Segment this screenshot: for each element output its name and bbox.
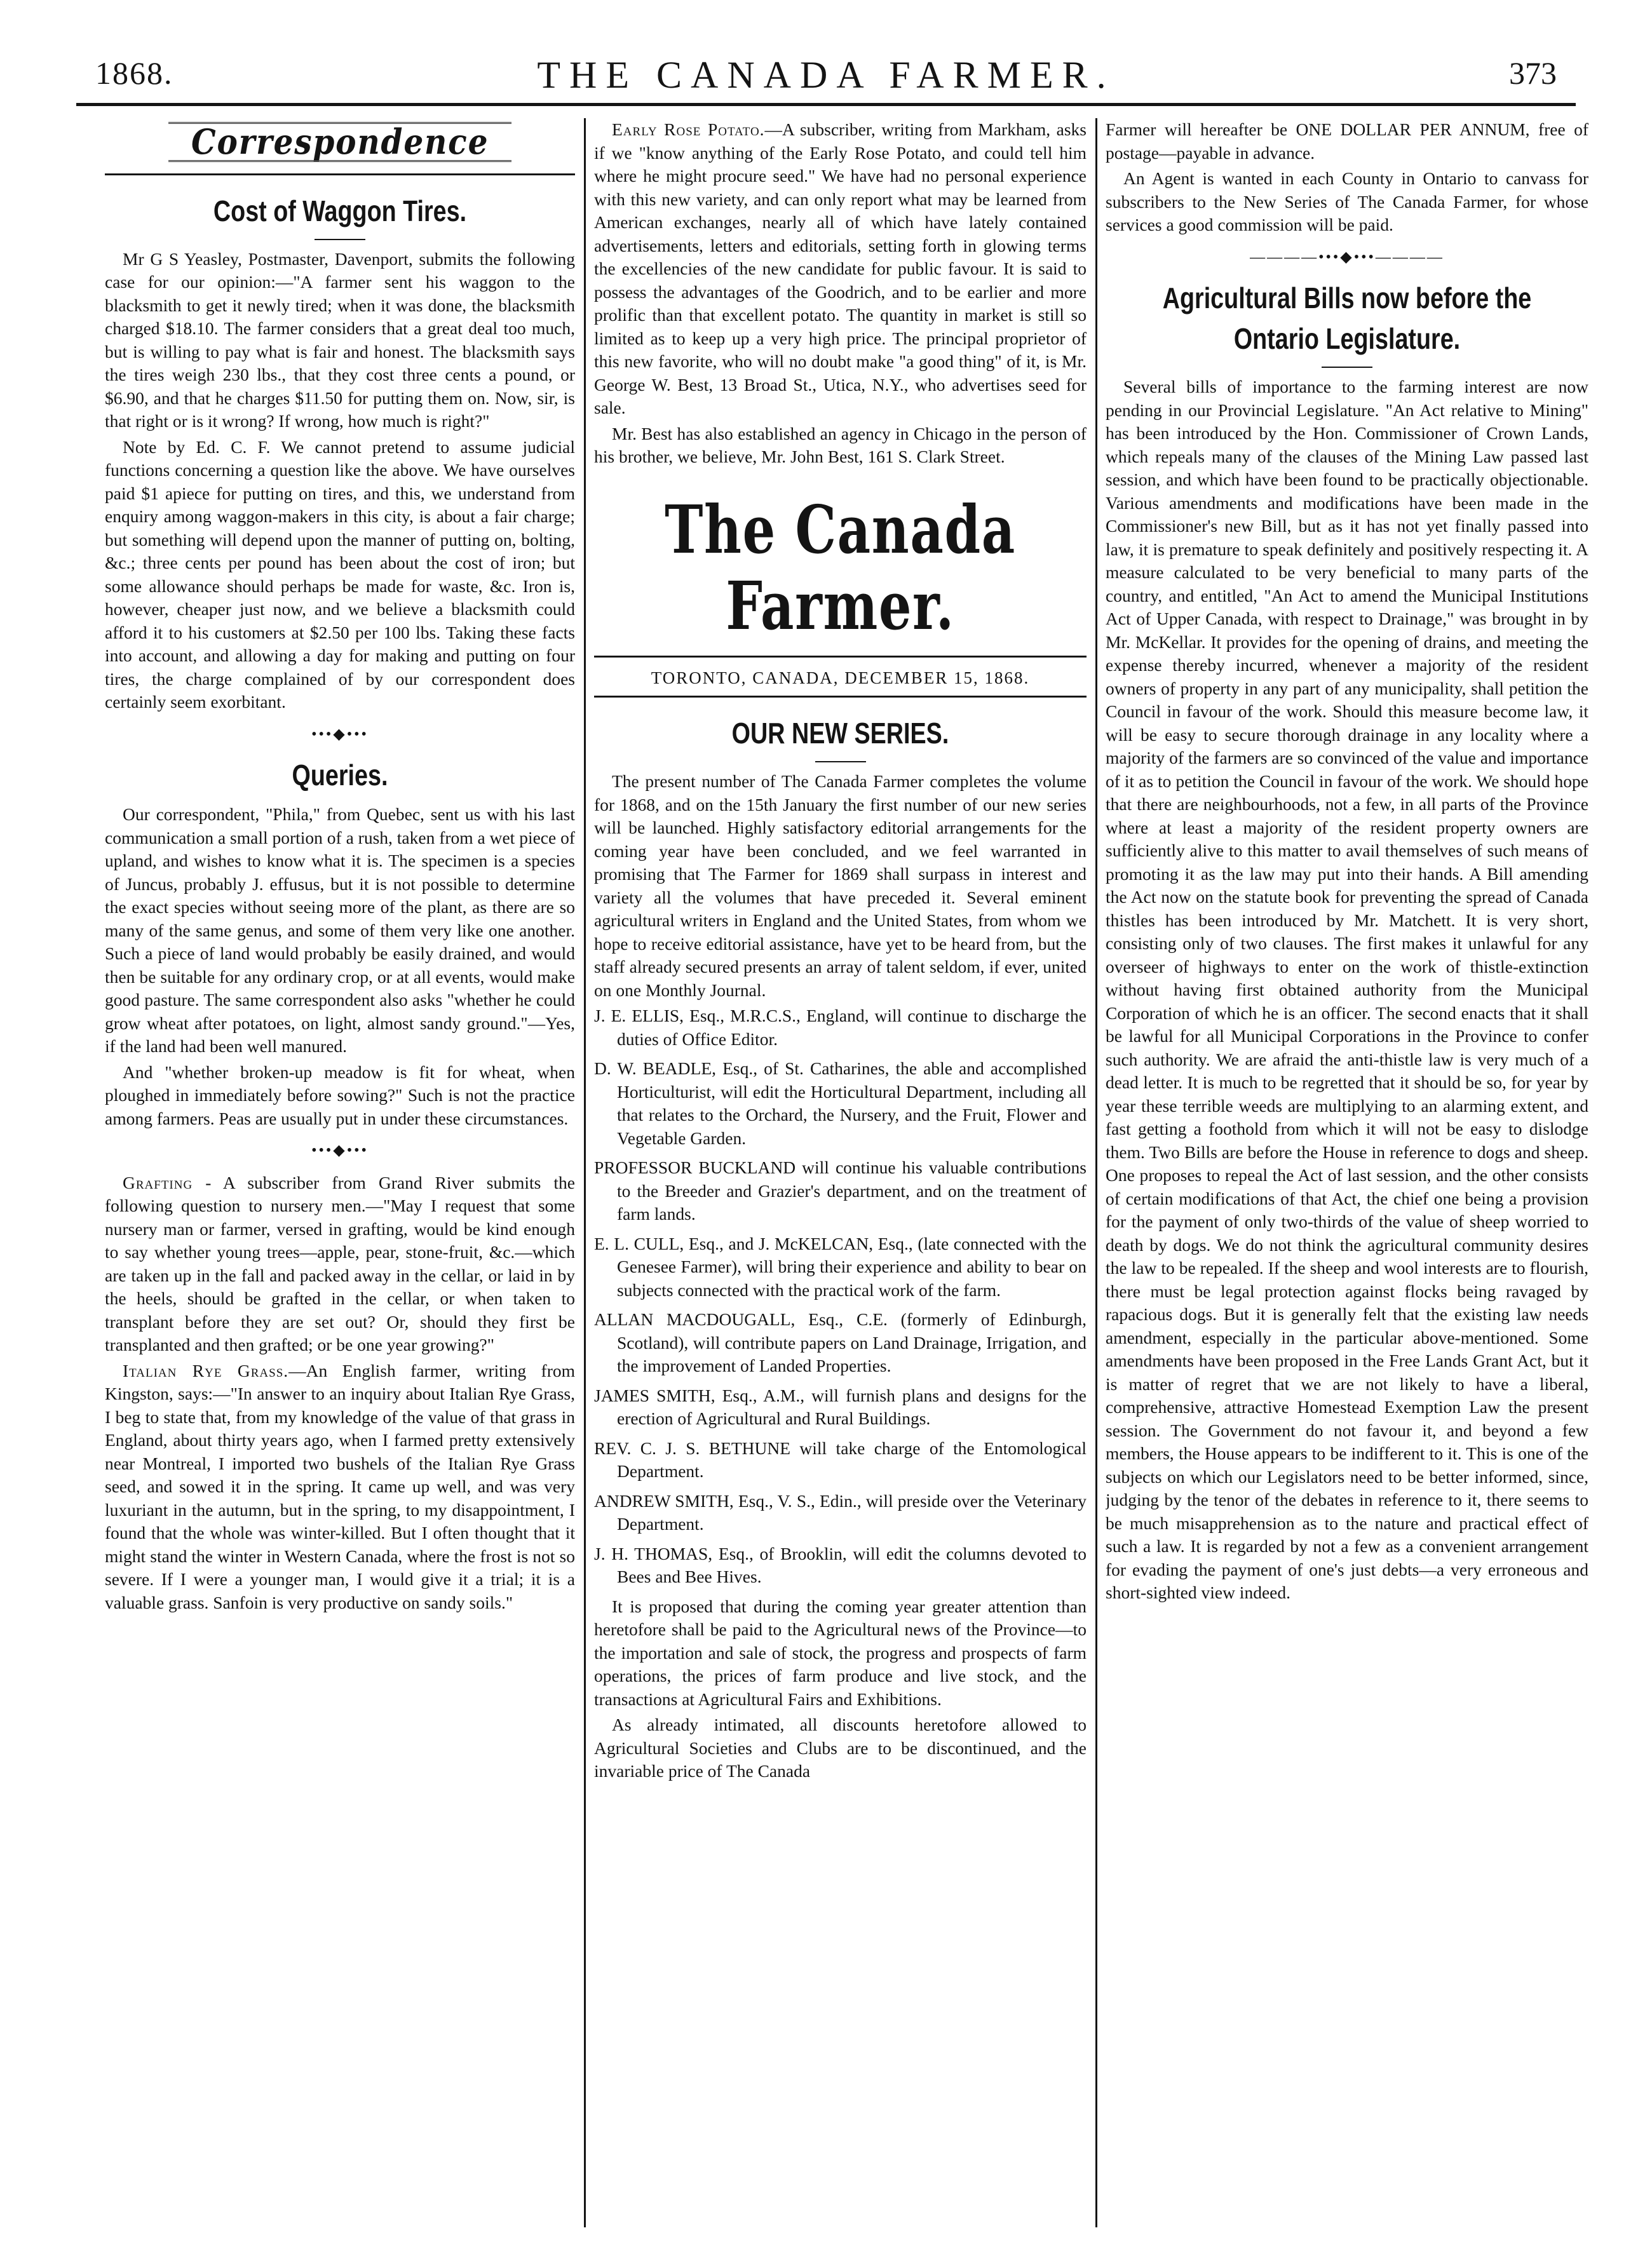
ornament-divider: •••◆•••	[311, 726, 369, 743]
waggon-tires-editor-note: Note by Ed. C. F. We cannot pretend to assume judicial functions concerning a question like the above. We have ourselves paid $1 apiece for putting on tires, and this, we understand from enquiry among waggon-makers in this city, is about a fair charge; but something will depend upon the manner of putting on, bolting, &c.; three cents per pound has been about the cost of iron; but some allowance should perhaps be made for waste, &c. Iron is, however, cheaper just now, and we believe a blacksmith could afford it to his customers at $2.50 per 100 lbs. Taking these facts into account, and allowing a day for making and putting on four tires, the charge complained of by our correspondent does certainly seem exorbitant.	[105, 436, 575, 712]
running-head-year: 1868.	[95, 55, 173, 91]
agricultural-bills-heading: Agricultural Bills now before the Ontario Legislature.	[1162, 281, 1532, 355]
early-rose-paragraph	[594, 118, 1087, 420]
waggon-tires-heading: Cost of Waggon Tires.	[213, 194, 467, 227]
header-rule	[76, 103, 1576, 106]
masthead	[594, 492, 1087, 644]
staff-entry: D. W. BEADLE, Esq., of St. Catharines, the able and accomplished Horticulturist, will edit the Horticultural Department, including all that relates to the Orchard, the Nursery, and the Fruit, Flower and Vegetable Garden.	[594, 1058, 1087, 1148]
heading-rule	[815, 761, 866, 762]
running-head-title: THE CANADA FARMER.	[537, 54, 1115, 96]
column-divider	[1095, 118, 1097, 2227]
column-2	[594, 118, 1087, 2227]
staff-list	[594, 1004, 1087, 1589]
staff-entry: J. H. THOMAS, Esq., of Brooklin, will edit the columns devoted to Bees and Bee Hives.	[594, 1543, 1087, 1586]
ornament-divider: ————•••◆•••————	[1250, 248, 1444, 266]
masthead-title: The Canada Farmer.	[665, 490, 1016, 645]
new-series-paragraph: It is proposed that during the coming year greater attention than heretofore shall be paid to the Agricultural news of the Province—to the importation and sale of stock, the progress and prospects of farm operations, the prices of farm produce and live stock, and the transactions at Agricultural Fairs and Exhibitions.	[594, 1596, 1087, 1709]
heading-rule	[1322, 367, 1372, 368]
waggon-tires-letter: Mr G S Yeasley, Postmaster, Davenport, submits the following case for our opinion:—"A farmer sent his waggon to the blacksmith to get it newly tired; when it was done, the blacksmith charged $18.10. The farmer considers that a great deal too much, but is willing to pay what is fair and honest. The blacksmith says the tires weigh 230 lbs., that they cost three cents a pound, or $6.90, and that he charges $11.50 for putting them on. Now, sir, is that right or is it wrong? If wrong, how much is right?"	[105, 248, 575, 431]
running-head	[76, 22, 1576, 111]
new-series-paragraph: As already intimated, all discounts heretofore allowed to Agricultural Societies and Clubs are to be discontinued, and the invariable price of The Canada	[594, 1715, 1087, 1781]
staff-entry: PROFESSOR BUCKLAND will continue his valuable contributions to the Breeder and Grazier's department, and on the treatment of farm lands.	[594, 1158, 1087, 1224]
early-rose-text: —A subscriber, writing from Markham, asks if we "know anything of the Early Rose Potato, and could tell him where he might procure seed." We have had no personal experience with this new variety, and can only report what may be learned from American exchanges, nearly all of which have lately contained advertisements, letters and editorials, setting forth in glowing terms the excellencies of the new candidate for public favour. It is said to possess the advantages of the Goodrich, and to be earlier and more prolific than that excellent potato. The quantity in market is still so limited as to keep up a very high price. The principal proprietor of this new favorite, who will no doubt make "a good thing" of it, is Mr. George W. Best, 13 Broad St., Utica, N.Y., who advertises seed for sale.	[594, 119, 1087, 417]
section-rule	[105, 173, 575, 175]
staff-entry: JAMES SMITH, Esq., A.M., will furnish plans and designs for the erection of Agricultural and Rural Buildings.	[594, 1385, 1087, 1428]
new-series-heading: OUR NEW SERIES.	[731, 717, 949, 750]
grafting-label: Grafting	[123, 1172, 193, 1192]
column-3	[1106, 118, 1588, 2227]
correspondence-banner	[105, 122, 575, 162]
grafting-text: - A subscriber from Grand River submits the following question to nursery men.—"May I request that some nursery man or farmer, versed in grafting, would be kind enough to say whether young trees—apple, pear, stone-fruit, &c.—which are taken up in the fall and packed away in the cellar, or laid in by the heels, should be grafted in the cellar, or when taken to transplant before they are set out? Or, should they first be transplanted and then grafted; or be one year growing?"	[105, 1172, 575, 1354]
queries-heading: Queries.	[292, 759, 388, 792]
correspondence-title: Correspondence	[168, 122, 511, 162]
grafting-paragraph	[105, 1171, 575, 1357]
early-rose-paragraph: Mr. Best has also established an agency in Chicago in the person of his brother, we believe, Mr. John Best, 161 S. Clark Street.	[594, 423, 1087, 466]
staff-entry: REV. C. J. S. BETHUNE will take charge of the Entomological Department.	[594, 1438, 1087, 1481]
queries-paragraph: Our correspondent, "Phila," from Quebec, sent us with his last communication a small portion of a rush, taken from a wet piece of upland, and wishes to know what it is. The specimen is a species of Juncus, probably J. effusus, but it is not possible to determine the exact species without seeing more of the plant, as there are so many of the same genus, and some of them very like one another. Such a piece of land would probably be easily drained, and would then be suitable for any ordinary crop, or at all events, would make good pasture. The same correspondent also asks "whether he could grow wheat after potatoes, on light, almost sandy ground."—Yes, if the land had been well manured.	[105, 804, 575, 1056]
queries-paragraph: And "whether broken-up meadow is fit for wheat, when ploughed in immediately before sowing?" Such is not the practice among farmers. Peas are usually put in under these circumstances.	[105, 1062, 575, 1128]
ornament-divider: •••◆•••	[311, 1142, 369, 1159]
agent-notice: An Agent is wanted in each County in Ontario to canvass for subscribers to the New Series of The Canada Farmer, for whose services a good commission will be paid.	[1106, 168, 1588, 234]
early-rose-label: Early Rose Potato.	[612, 119, 765, 139]
staff-entry: J. E. ELLIS, Esq., M.R.C.S., England, will continue to discharge the duties of Office Editor.	[594, 1006, 1087, 1049]
page-number: 373	[1509, 55, 1557, 91]
agricultural-bills-article: Several bills of importance to the farming interest are now pending in our Provincial Legislature. "An Act relative to Mining" has been introduced by the Hon. Commissioner of Crown Lands, which repeals many of the clauses of the Mining Law passed last session, and which have been found to be practically objectionable. Various amendments and modifications have been made in the Commissioner's new Bill, but as it has not yet finally passed into law, it is premature to speak definitely and positively respecting it. A measure calculated to be very beneficial to many parts of the country, and entitled, "An Act to amend the Municipal Institutions Act of Upper Canada, with respect to Drainage," was brought in by Mr. McKellar. It provides for the opening of drains, and meeting the expense thereby incurred, whenever a majority of the resident owners of property in any part of any municipality, shall petition the Council in favour of the work. Should this measure become law, it will be easy to secure thorough drainage in any locality where a majority of the farmers are so convinced of the value and importance of it as to petition the Council in favour of the work. We should hope that there are neighbourhoods, not a few, in all parts of the Province where at least a majority of the resident property owners are sufficiently alive to this matter to avail themselves of such means of promoting it as the law may put into their hands. A Bill amending the Act now on the statute book for preventing the spread of Canada thistles has been introduced by Mr. Matchett. It is very short, consisting only of two clauses. The first makes it unlawful for any overseer of highways to enter on the work of thistle-extinction without having first obtained authority from the Municipal Corporation of which he is an officer. The second enacts that it shall be lawful for all Municipal Corporations in the Province to confer such authority. We are afraid the anti-thistle law is very much of a dead letter. It is much to be regretted that it should be so, for year by year these terrible weeds are multiplying to an alarming extent, and fast getting a foothold from which it will not be easy to dislodge them. Two Bills are before the House in reference to dogs and sheep. One proposes to repeal the Act of last session, and the other consists of certain modifications of that Act, the chief one being a provision for the payment of only two-thirds of the value of sheep worried to death by dogs. We do not think the agricultural community desires the law to be repealed. If the sheep and wool interests are to flourish, there must be legal protection against flocks being ravaged by rapacious dogs. But it is generally felt that the existing law needs amendment, especially in the particular above-mentioned. Some amendments have been proposed in the Free Lands Grant Act, but it is matter of regret that we are not likely to have a liberal, comprehensive, attractive Homestead Exemption Law the present session. The Government do not favour it, and beyond a few members, the House appears to be indifferent to it. This is one of the subjects on which our Legislators need to be better informed, since, judging by the tenor of the debates in reference to it, there seems to be much misapprehension as to the nature and practical effect of such a law. It is regarded by not a few as a convenient arrangement for evading the payment of one's just debts—a very erroneous and short-sighted view indeed.	[1106, 377, 1588, 1602]
staff-entry: ANDREW SMITH, Esq., V. S., Edin., will preside over the Veterinary Department.	[594, 1490, 1087, 1534]
new-series-intro: The present number of The Canada Farmer completes the volume for 1868, and on the 15th January the first number of our new series will be launched. Highly satisfactory editorial arrangements for the coming year have been concluded, and we feel warranted in promising that The Farmer for 1869 shall surpass in interest and variety all the volumes that have preceded it. Several eminent agricultural writers in England and the United States, from whom we hope to receive editorial assistance, have yet to be heard from, but the staff already secured presents an array of talent seldom, if ever, united on one Monthly Journal.	[594, 771, 1087, 1000]
italian-rye-grass-text: —An English farmer, writing from Kingston, says:—"In answer to an inquiry about Italian Rye Grass, I beg to state that, from my knowledge of the value of that grass in England, about thirty years ago, when I farmed pretty extensively near Montreal, I imported two bushels of the Italian Rye Grass seed, and sowed it in the spring. It came up well, and was very luxuriant in the autumn, but in the spring, to my disappointment, I found that the whole was winter-killed. But I often thought that it might stand the winter in Western Canada, where the frost is not so severe. If I were a younger man, I would give it a trial; it is a valuable grass. Sanfoin is very productive on sandy soils."	[105, 1360, 575, 1612]
staff-entry: ALLAN MACDOUGALL, Esq., C.E. (formerly of Edinburgh, Scotland), will contribute papers on Land Drainage, Irrigation, and the improvement of Landed Properties.	[594, 1309, 1087, 1375]
heading-rule	[315, 239, 365, 240]
column-1	[105, 118, 575, 2227]
column-divider	[584, 118, 586, 2227]
italian-rye-grass-paragraph	[105, 1360, 575, 1615]
italian-rye-grass-label: Italian Rye Grass.	[123, 1360, 289, 1380]
price-continuation: Farmer will hereafter be ONE DOLLAR PER ANNUM, free of postage—payable in advance.	[1106, 119, 1588, 163]
dateline: TORONTO, CANADA, DECEMBER 15, 1868.	[594, 656, 1087, 698]
staff-entry: E. L. CULL, Esq., and J. McKELCAN, Esq., (late connected with the Genesee Farmer), will bring their experience and ability to bear on subjects connected with the practical work of the farm.	[594, 1233, 1087, 1300]
